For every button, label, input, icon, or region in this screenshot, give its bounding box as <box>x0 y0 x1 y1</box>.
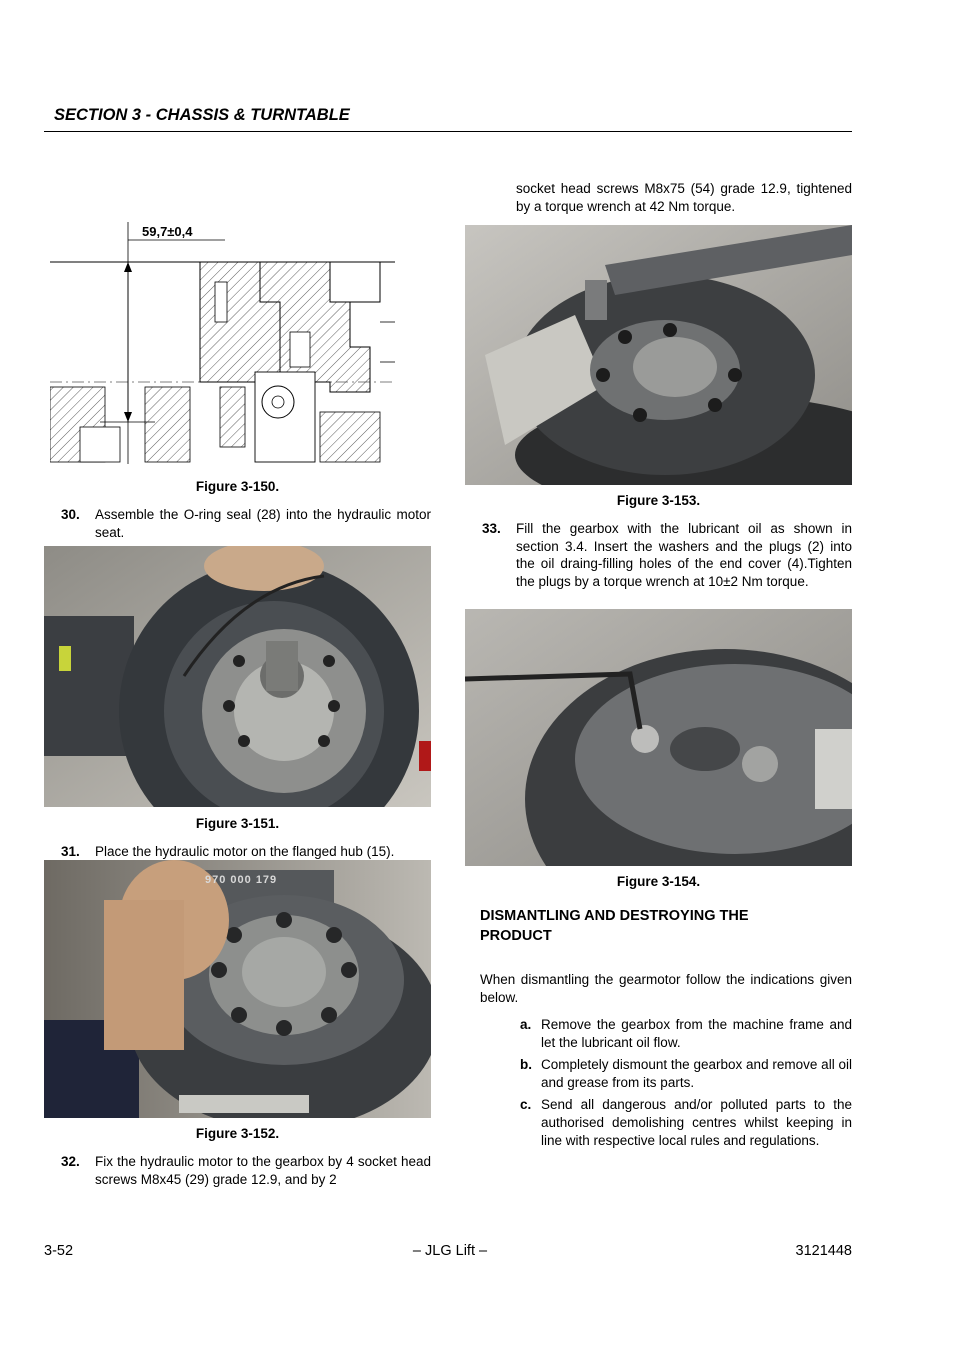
document-number: 3121448 <box>795 1243 852 1259</box>
figure-152-caption: Figure 3-152. <box>195 1126 280 1141</box>
item-text: Send all dangerous and/or polluted parts to the authorised demolishing centres whilst keeping in line with respective local rules and regulations. <box>541 1097 852 1148</box>
step-31 <box>61 843 431 861</box>
step-text: Fix the hydraulic motor to the gearbox by 4 socket head screws M8x45 (29) grade 12.9, and by 2 <box>95 1154 431 1187</box>
dismantling-heading: DISMANTLING AND DESTROYING THE PRODUCT <box>480 908 749 944</box>
item-letter: a. <box>520 1017 532 1032</box>
step-text: socket head screws M8x75 (54) grade 12.9, tightened by a torque wrench at 42 Nm torque. <box>516 181 852 214</box>
part-marking: 970 000 179 <box>205 874 278 886</box>
dismantling-item-a <box>520 1016 852 1052</box>
figure-154-caption: Figure 3-154. <box>616 874 701 889</box>
step-33 <box>482 520 852 610</box>
header-rule <box>44 131 852 132</box>
figure-151-photo <box>44 546 431 807</box>
step-number: 31. <box>61 844 80 859</box>
item-text: Remove the gearbox from the machine frame and let the lubricant oil flow. <box>541 1017 852 1050</box>
step-32 <box>61 1153 431 1189</box>
figure-150-caption: Figure 3-150. <box>195 479 280 494</box>
dismantling-item-b <box>520 1056 852 1092</box>
item-text: Completely dismount the gearbox and remove all oil and grease from its parts. <box>541 1057 852 1090</box>
item-letter: c. <box>520 1097 532 1112</box>
page-number: 3-52 <box>44 1243 74 1259</box>
figure-152-photo <box>44 860 431 1118</box>
figure-153-photo <box>465 225 852 485</box>
step-text: Place the hydraulic motor on the flanged hub (15). <box>95 844 395 859</box>
step-30 <box>61 506 431 542</box>
dismantling-intro: When dismantling the gearmotor follow the indications given below. <box>480 972 852 1005</box>
step-number: 32. <box>61 1154 80 1169</box>
step-text: Assemble the O-ring seal (28) into the hydraulic motor seat. <box>95 507 431 540</box>
dismantling-item-c <box>520 1096 852 1168</box>
figure-153-caption: Figure 3-153. <box>616 493 701 508</box>
section-title: SECTION 3 - CHASSIS & TURNTABLE <box>54 106 350 124</box>
dimension-label: 59,7±0,4 <box>142 224 193 239</box>
step-text: Fill the gearbox with the lubricant oil as shown in section 3.4. Insert the washers and the plugs (2) into the oil draing-filling holes of the end cover (4).Tighten the plugs by a torque wrench at 10±2 Nm torque. <box>516 521 852 589</box>
footer-center: – JLG Lift – <box>412 1243 488 1259</box>
figure-150-drawing <box>50 222 395 464</box>
step-number: 30. <box>61 507 80 522</box>
item-letter: b. <box>520 1057 532 1072</box>
step-number: 33. <box>482 521 501 536</box>
figure-154-photo <box>465 609 852 866</box>
figure-151-caption: Figure 3-151. <box>195 816 280 831</box>
step-32-continued <box>482 180 852 216</box>
